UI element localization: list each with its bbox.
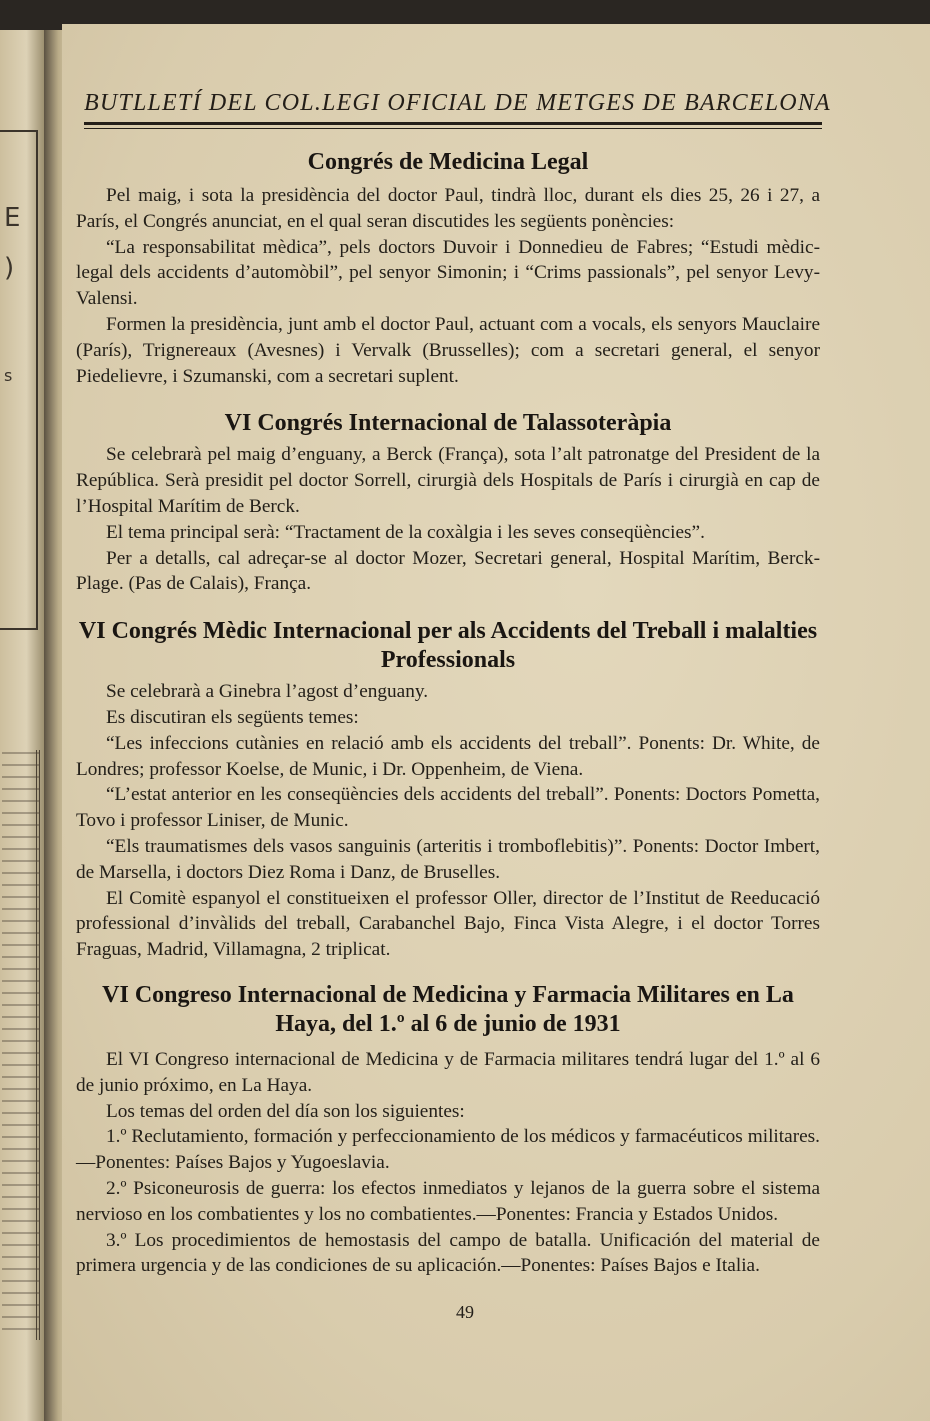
previous-page-edge	[0, 30, 44, 1421]
previous-page-glyph: E	[4, 203, 21, 233]
paragraph: “Els traumatismes dels vasos sanguinis (arteritis i tromboflebitis)”. Ponents: Doctor Imbert, de Marsella, i doctors Diez Roma i Danz, de Bruselles.	[76, 835, 820, 883]
section-congres-talassoterapia	[76, 409, 820, 597]
paragraph: Formen la presidència, junt amb el doctor Paul, actuant com a vocals, els senyors Mauclaire (París), Trignereaux (Avesnes) i Vervalk (Brusselles); com a secretari general, el senyor Piedelievre, i Szumanski, com a secretari suplent.	[76, 313, 820, 387]
header-rule-thin	[84, 128, 822, 129]
paragraph: Se celebrarà a Ginebra l’agost d’enguany.	[106, 681, 429, 703]
paragraph: El Comitè espanyol el constitueixen el professor Oller, director de l’Institut de Reeducació professional d’invàlids del treball, Carabanchel Bajo, Finca Vista Alegre, i el doctor Torres Fraguas, Madrid, Villamagna, 2 triplicat.	[76, 887, 820, 961]
paragraph: 2.º Psiconeurosis de guerra: los efectos inmediatos y lejanos de la guerra sobre el sistema nervioso en los combatientes y los no combatientes.—Ponentes: Francia y Estados Unidos.	[76, 1177, 820, 1225]
previous-page-ornamental-border	[2, 750, 40, 1340]
paragraph: 1.º Reclutamiento, formación y perfeccionamiento de los médicos y farmacéuticos militares.—Ponentes: Países Bajos y Yugoeslavia.	[76, 1126, 820, 1174]
section-title: VI Congrés Mèdic Internacional per als Accidents del Treball i malalties Professionals	[78, 618, 818, 674]
article-body	[76, 148, 820, 1279]
paragraph: Se celebrarà pel maig d’enguany, a Berck (França), sota l’alt patronatge del President de la República. Serà presidit pel doctor Sorrell, cirurgià dels Hospitals de París i cirurgià en cap de l’Hospital Marítim de Berck.	[76, 444, 820, 517]
paragraph: El VI Congreso internacional de Medicina y de Farmacia militares tendrá lugar del 1.º al 6 de junio próximo, en La Haya.	[76, 1048, 820, 1096]
paragraph: “Les infeccions cutànies en relació amb els accidents del treball”. Ponents: Dr. White, de Londres; professor Koelse, de Munic, i Dr. Oppenheim, de Viena.	[76, 732, 820, 780]
section-title: VI Congrés Internacional de Talassoteràpia	[224, 410, 672, 437]
header-rule-thick	[84, 122, 822, 125]
paragraph: Los temas del orden del día son los siguientes:	[106, 1100, 465, 1122]
paragraph: Es discutiran els següents temes:	[106, 706, 359, 728]
paragraph: Per a detalls, cal adreçar-se al doctor Mozer, Secretari general, Hospital Marítim, Berck-Plage. (Pas de Calais), França.	[76, 547, 820, 595]
section-congres-accidents-treball	[76, 617, 820, 963]
section-title: Congrés de Medicina Legal	[307, 149, 589, 175]
paragraph: Pel maig, i sota la presidència del doctor Paul, tindrà lloc, durant els dies 25, 26 i 27, a París, el Congrés anunciat, en el qual seran discutides les següents ponències:	[76, 185, 820, 232]
section-congres-medicina-legal	[76, 148, 820, 389]
previous-page-glyph: s	[4, 366, 13, 385]
section-title: VI Congreso Internacional de Medicina y Farmacia Militares en La Haya, del 1.º al 6 de junio de 1931	[102, 981, 794, 1037]
paragraph: 3.º Los procedimientos de hemostasis del campo de batalla. Unificación del material de primera urgencia y de las condiciones de su aplicación.—Ponentes: Países Bajos e Italia.	[76, 1229, 820, 1277]
paragraph: “La responsabilitat mèdica”, pels doctors Duvoir i Donnedieu de Fabres; “Estudi mèdic-legal dels accidents d’automòbil”, pel senyor Simonin; i “Crims passionals”, pel senyor Levy-Valensi.	[76, 236, 820, 310]
paragraph: El tema principal serà: “Tractament de la coxàlgia i les seves conseqüències”.	[106, 521, 705, 543]
section-congreso-medicina-farmacia-militares	[76, 981, 820, 1279]
running-header: BUTLLETÍ DEL COL.LEGI OFICIAL DE METGES DE BARCELONA	[84, 90, 831, 116]
paragraph: “L’estat anterior en les conseqüències dels accidents del treball”. Ponents: Doctors Pometta, Tovo i professor Liniser, de Munic.	[76, 784, 820, 832]
previous-page-glyph: )	[4, 253, 15, 283]
page-number: 49	[456, 1302, 474, 1322]
